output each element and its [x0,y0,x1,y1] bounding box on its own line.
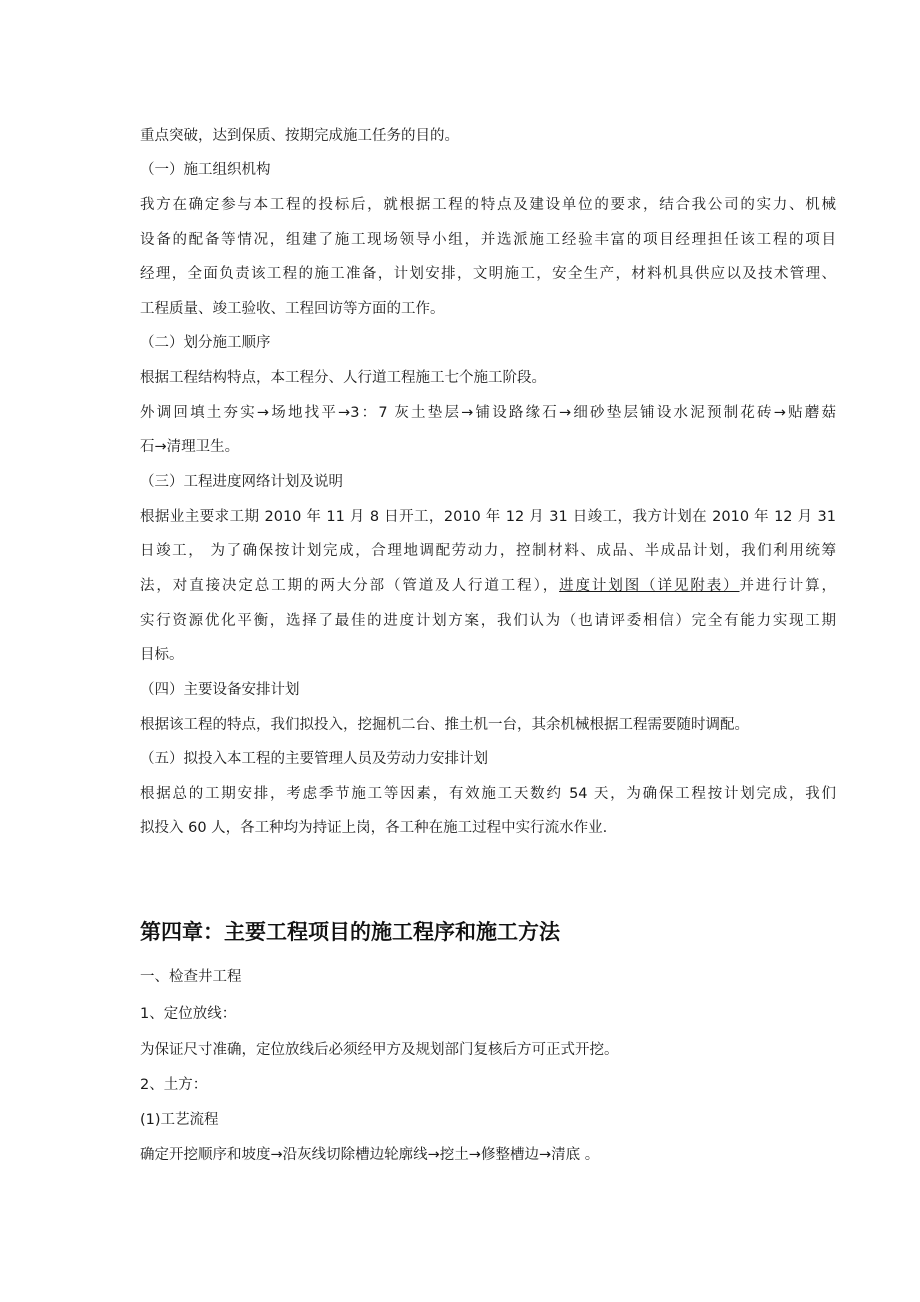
paragraph-line: 根据该工程的特点，我们拟投入，挖掘机二台、推土机一台，其余机械根据工程需要随时调配。 [140,717,749,733]
item-heading: 2、土方： [140,1077,208,1093]
section-heading-1: （一）施工组织机构 [140,162,271,178]
section-heading-5: （五）拟投入本工程的主要管理人员及劳动力安排计划 [140,751,488,767]
paragraph-text: 法，对直接决定总工期的两大分部（管道及人行道工程）， [140,578,560,594]
item-heading: 1、定位放线： [140,1006,237,1022]
paragraph-line: 根据工程结构特点，本工程分、人行道工程施工七个施工阶段。 [140,370,546,386]
paragraph-text: 并进行计算， [739,578,837,594]
section-heading-2: （二）划分施工顺序 [140,335,271,351]
chapter-title: 第四章：主要工程项目的施工程序和施工方法 [140,920,560,944]
paragraph-line: 我方在确定参与本工程的投标后，就根据工程的特点及建设单位的要求，结合我公司的实力、机械 [140,197,836,213]
schedule-chart-link[interactable]: 进度计划图（详见附表） [559,578,740,594]
paragraph-line [140,576,836,596]
section-heading-3: （三）工程进度网络计划及说明 [140,474,343,490]
paragraph-line: 为保证尺寸准确，定位放线后必须经甲方及规划部门复核后方可正式开挖。 [140,1042,619,1058]
paragraph-line: 日竣工， 为了确保按计划完成，合理地调配劳动力，控制材料、成品、半成品计划，我们利用统筹 [140,543,836,559]
subsection-heading: 一、检查井工程 [140,969,242,985]
paragraph-line: 外调回填土夯实→场地找平→3：7 灰土垫层→铺设路缘石→细砂垫层铺设水泥预制花砖→贴蘑菇 [140,405,836,421]
paragraph-line: 根据业主要求工期 2010 年 11 月 8 日开工，2010 年 12 月 31 日竣工，我方计划在 2010 年 12 月 31 [140,509,836,525]
item-subheading: (1)工艺流程 [140,1112,219,1128]
paragraph-line: 根据总的工期安排，考虑季节施工等因素，有效施工天数约 54 天，为确保工程按计划完成，我们 [140,786,836,802]
paragraph-line: 经理，全面负责该工程的施工准备，计划安排，文明施工，安全生产，材料机具供应以及技术管理、 [140,266,836,282]
paragraph-line: 确定开挖顺序和坡度→沿灰线切除槽边轮廓线→挖土→修整槽边→清底 。 [140,1147,600,1163]
paragraph-line: 实行资源优化平衡，选择了最佳的进度计划方案，我们认为（也请评委相信）完全有能力实现工期 [140,613,836,629]
paragraph-line: 工程质量、竣工验收、工程回访等方面的工作。 [140,301,445,317]
paragraph-line: 拟投入 60 人，各工种均为持证上岗，各工种在施工过程中实行流水作业. [140,820,608,836]
paragraph-line: 石→清理卫生。 [140,439,240,455]
paragraph-line: 设备的配备等情况，组建了施工现场领导小组，并选派施工经验丰富的项目经理担任该工程的项目 [140,232,836,248]
intro-line: 重点突破，达到保质、按期完成施工任务的目的。 [140,128,459,144]
section-heading-4: （四）主要设备安排计划 [140,682,300,698]
paragraph-line: 目标。 [140,647,184,663]
